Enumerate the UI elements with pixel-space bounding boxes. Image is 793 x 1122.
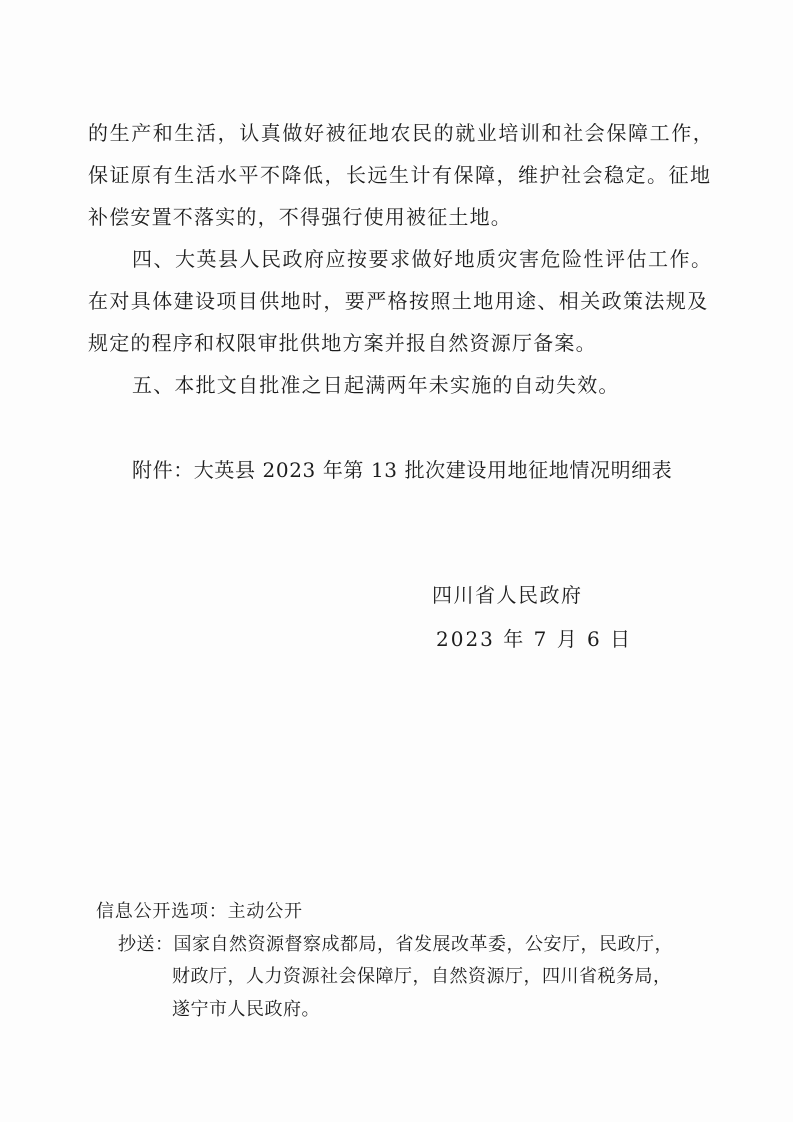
body-text-line: 五、本批文自批准之日起满两年未实施的自动失效。 xyxy=(132,373,620,397)
body-text-line: 四、大英县人民政府应按要求做好地质灾害危险性评估工作。 xyxy=(132,247,713,271)
body-text-line: 保证原有生活水平不降低，长远生计有保障，维护社会稳定。征地 xyxy=(88,163,712,187)
body-text-line: 规定的程序和权限审批供地方案并报自然资源厅备案。 xyxy=(88,331,597,355)
signature-date: 2023 年 7 月 6 日 xyxy=(436,627,633,651)
body-text-line: 补偿安置不落实的，不得强行使用被征土地。 xyxy=(88,205,512,229)
cc-line: 抄送：国家自然资源督察成都局，省发展改革委，公安厅，民政厅， xyxy=(118,934,673,955)
disclosure-option: 信息公开选项：主动公开 xyxy=(96,901,303,922)
signature-organization: 四川省人民政府 xyxy=(432,583,583,607)
body-text-line: 的生产和生活，认真做好被征地农民的就业培训和社会保障工作， xyxy=(88,121,715,145)
body-text-line: 在对具体建设项目供地时，要严格按照土地用途、相关政策法规及 xyxy=(88,289,709,313)
attachment-note: 附件：大英县 2023 年第 13 批次建设用地征地情况明细表 xyxy=(132,458,673,482)
cc-line: 财政厅，人力资源社会保障厅，自然资源厅，四川省税务局， xyxy=(172,966,672,987)
cc-line: 遂宁市人民政府。 xyxy=(172,999,320,1020)
